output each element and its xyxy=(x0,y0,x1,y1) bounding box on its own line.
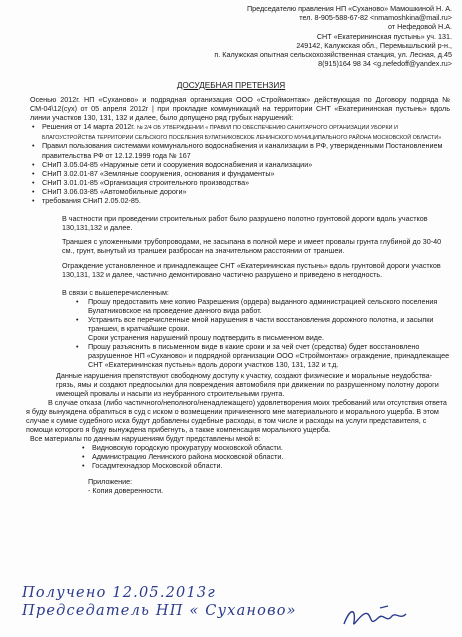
attachment-label: Приложение: xyxy=(88,476,133,486)
list-item: • Видновскую городскую прокуратуру московской области. xyxy=(82,443,450,452)
list-item: • Администрацию Ленинского района московской области. xyxy=(82,452,450,461)
list-item: • СНиП 3.06.03-85 «Автомобильные дороги» xyxy=(30,187,450,196)
list-item: • Прошу предоставить мне копию Разрешения (ордера) выданного администрацией сельского поселения Булатниковское на проведение данного вида работ. xyxy=(76,297,450,315)
demand-note: Сроки устранения нарушений прошу подтвердить в письменном виде. xyxy=(88,333,324,343)
list-item: • Прошу разъяснить в письменном виде в какие сроки и за чей счет (средства) будет восстановлено разрушенное НП «Суханово» и подрядной организации ООО «Строймонтаж» ограждение, принадлежащее СНТ «Екатерининская пустынь» вдоль дороги участков 130, 131, 132 и т.д. xyxy=(76,342,450,369)
header-line: 249142, Калужская обл., Перемышльский р-н., xyxy=(296,40,452,50)
signature-scribble xyxy=(340,604,410,632)
list-item: • Правил пользования системами коммунального водоснабжения и канализации в РФ, утвержденными Постановлением правительства РФ от 12.12.1999 года № 167 xyxy=(30,141,450,159)
trench-paragraph: Траншея с уложенными трубопроводами, не засыпана в полной мере и имеет провалы грунта глубиной до 30-40 см., грунт, вынутый из траншеи разбросан на значительном расстоянии от траншеи. xyxy=(62,237,442,256)
refusal-paragraph: В случае отказа (либо частичного/неполного/ненадлежащего) удовлетворения моих требований или отсутствия ответа я буду вынуждена обратиться в суд с иском о возмещении причиненного мне материального и морального ущерба. В этом случае к сумме судебного иска будут добавлены судебные расходы, в том числе и расходы на услуги представителя, с помощи которого я буду вынуждена прибегнуть, а также компенсация морального ущерба. xyxy=(26,397,447,435)
header-line: от Нефедовой Н.А. xyxy=(388,22,452,32)
fence-paragraph: Ограждение установленное и принадлежащее СНТ «Екатерининская пустынь» вдоль грунтовой дороги участков 130,131, 132 и далее, частично демонтировано частично разрушено и приведено в негодность. xyxy=(62,260,441,279)
attachment-item: - Копия доверенности. xyxy=(88,485,164,495)
document-body xyxy=(26,95,450,495)
document-title: ДОСУДЕБНАЯ ПРЕТЕНЗИЯ xyxy=(176,81,286,90)
sent-to-intro: Все материалы по данным нарушениям будут представлены мной в: xyxy=(30,434,261,444)
header-line: тел. 8-905-588-67-82 <nmamoshkina@mail.ru> xyxy=(299,13,452,23)
header-line: 8(915)164 98 34 <g.nefedoff@yandex.ru> xyxy=(318,59,452,69)
list-item xyxy=(30,122,450,141)
list-item: • Устранить все перечисленные мной нарушения в части восстановления дорожного полотна, и засыпки траншеи, в кратчайшие сроки. xyxy=(76,315,450,333)
violation-detail: № 2/4 ОБ УТВЕРЖДЕНИИ « ПРАВИЛ ПО ОБЕСПЕЧЕНИЮ САНИТАРНОГО ОРГАНИЗАЦИИ УБОРКИ И БЛАГОУСТРОЙСТВА ТЕРРИТОРИИ СЕЛЬСКОГО ПОСЕЛЕНИЯ БУЛАТНИКОВСКОЕ ЛЕНИНСКОГО МУНИЦИПАЛЬНОГО РАЙОНА МОСКОВСКОЙ ОБЛАСТИ» xyxy=(42,125,442,141)
header-line: СНТ «Екатерининская пустынь» уч. 131. xyxy=(316,31,452,41)
header-line: Председателю правления НП «Суханово» Мамошкиной Н. А. xyxy=(246,4,452,13)
authorities-list xyxy=(82,443,450,470)
list-item: • Госадмтехнадзор Московской области. xyxy=(82,461,450,470)
intro-paragraph: Осенью 2012г. НП «Суханово» и подрядная организация ООО «Строймонтаж» действующая по Договору подряда № СМ-04\12(сух) от 05 апреля 2012г | при прокладке коммуникаций на территории СНТ «Екатерининская пустынь» вдоль линии участков 130, 131, 132 и далее, было допущено ряд грубых нарушений: xyxy=(30,95,450,123)
violation-main: Решения от 14 марта 2012г. xyxy=(42,122,137,132)
addressee-header xyxy=(152,4,452,68)
received-note: Получено 12.05.2013г xyxy=(22,585,216,601)
header-line: п. Калужская опытная сельскохозяйственная станция, ул. Лесная, д.45 xyxy=(214,50,452,60)
list-item: • СНиП 3.05.04-85 «Наружные сети и сооружения водоснабжения и канализации» xyxy=(30,160,450,169)
violations-list xyxy=(30,122,450,205)
demands-list xyxy=(76,297,450,370)
demands-intro: В связи с вышеперечисленным: xyxy=(62,287,169,297)
list-item: • требования СНиП 2.05.02-85. xyxy=(30,196,450,205)
list-item: • СНиП 3.02.01-87 «Земляные сооружения, основания и фундаменты» xyxy=(30,169,450,178)
list-item: • СНиП 3.01.01-85 «Организация строительного производства» xyxy=(30,178,450,187)
road-paragraph: В частности при проведении строительных работ было разрушено полотно грунтовой дороги вдоль участков 130,131,132 и далее. xyxy=(62,214,428,233)
damage-paragraph: Данные нарушения препятствуют свободному доступу к участку, создают физические и моральные неудобства-грязь, ямы и создают предпосылки для повреждения автомобиля при движении по разрушенному полотну дороги имеющей провалы и насыпи из неубранного строительными грунта. xyxy=(56,370,439,398)
chairman-note: Председатель НП « Суханово» xyxy=(22,603,297,619)
